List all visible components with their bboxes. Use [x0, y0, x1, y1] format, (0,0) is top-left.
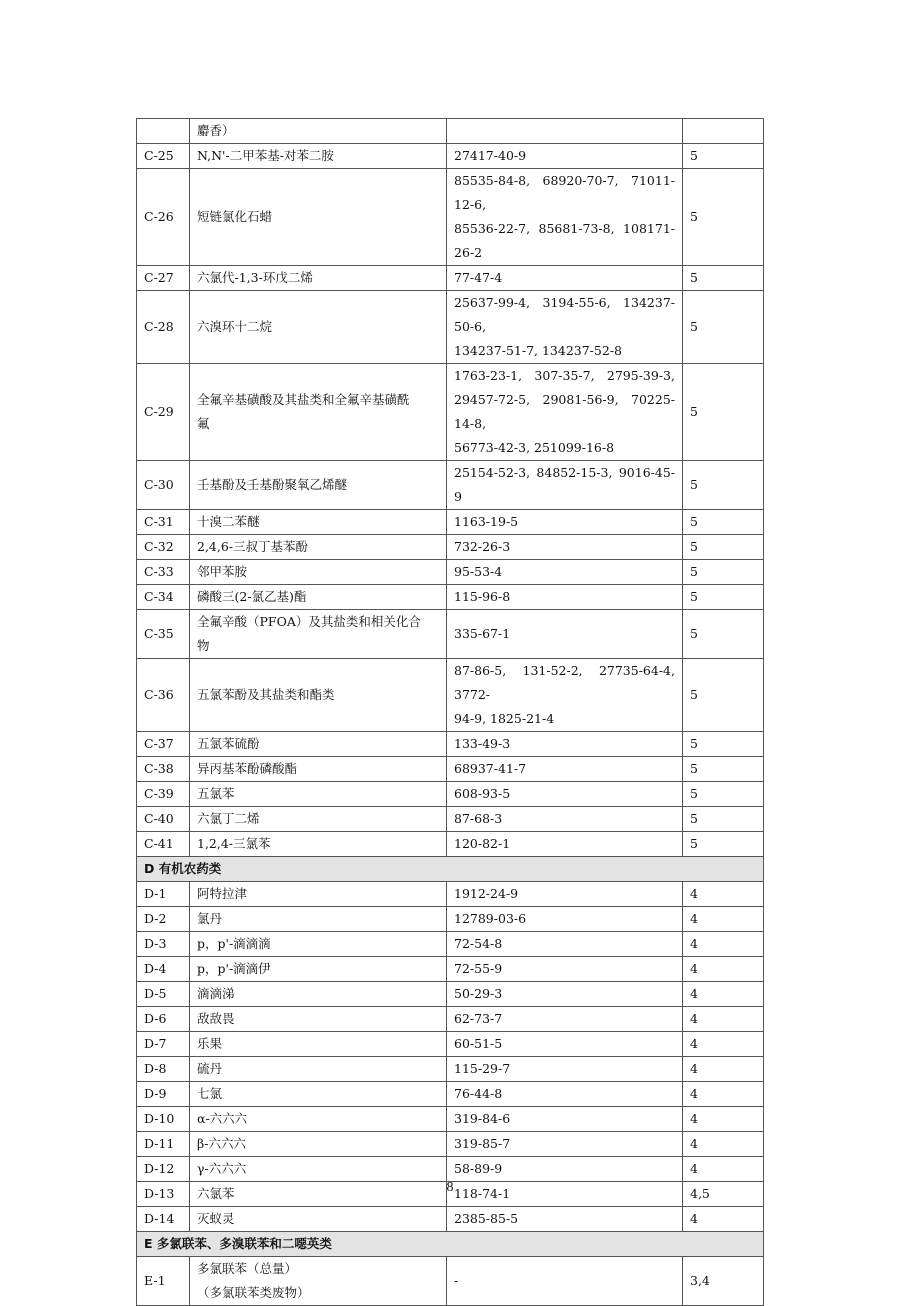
substance-name-line: 物	[197, 638, 210, 653]
cas-number	[447, 832, 683, 857]
table-row	[137, 1107, 764, 1132]
substance-name-line: 五氯苯	[197, 786, 235, 801]
substance-name-line: γ-六六六	[197, 1161, 247, 1176]
table-row	[137, 535, 764, 560]
cas-number-line: 77-47-4	[454, 270, 503, 285]
item-code: C-33	[137, 560, 190, 585]
cas-number	[447, 1057, 683, 1082]
substance-name-line: 五氯苯酚及其盐类和酯类	[197, 687, 335, 702]
table-row	[137, 585, 764, 610]
item-code: D-8	[137, 1057, 190, 1082]
cas-number	[447, 1257, 683, 1306]
item-class: 4	[683, 882, 764, 907]
substance-name	[190, 807, 447, 832]
item-class: 4	[683, 1082, 764, 1107]
item-class: 4	[683, 1107, 764, 1132]
cas-number	[447, 732, 683, 757]
table-row	[137, 732, 764, 757]
item-class: 5	[683, 144, 764, 169]
table-row	[137, 1257, 764, 1306]
table-row	[137, 807, 764, 832]
item-code: C-38	[137, 757, 190, 782]
item-code: D-10	[137, 1107, 190, 1132]
item-class: 4	[683, 932, 764, 957]
cas-number-line: -	[454, 1273, 459, 1288]
item-code: C-37	[137, 732, 190, 757]
cas-number	[447, 659, 683, 732]
cas-number-line: 87-68-3	[454, 811, 503, 826]
table-row	[137, 144, 764, 169]
substance-name	[190, 1057, 447, 1082]
section-header-row	[137, 1232, 764, 1257]
cas-number	[447, 1007, 683, 1032]
substance-name	[190, 1082, 447, 1107]
cas-number	[447, 1157, 683, 1182]
substance-name-line: β-六六六	[197, 1136, 246, 1151]
substance-name	[190, 144, 447, 169]
cas-number-line: 50-29-3	[454, 986, 503, 1001]
substance-name-line: 壬基酚及壬基酚聚氧乙烯醚	[197, 477, 348, 492]
item-code: C-27	[137, 266, 190, 291]
substance-name-line: 阿特拉津	[197, 886, 248, 901]
substance-name-line: 灭蚁灵	[197, 1211, 235, 1226]
substance-name	[190, 585, 447, 610]
item-class: 5	[683, 535, 764, 560]
substance-name	[190, 1207, 447, 1232]
substance-name	[190, 732, 447, 757]
cas-number	[447, 144, 683, 169]
item-class: 4	[683, 982, 764, 1007]
cas-number-line: 1163-19-5	[454, 514, 519, 529]
cas-number-line: 118-74-1	[454, 1186, 511, 1201]
cas-number	[447, 782, 683, 807]
substance-name	[190, 882, 447, 907]
cas-number-line: 1763-23-1, 307-35-7, 2795-39-3,	[454, 368, 675, 383]
substance-name	[190, 169, 447, 266]
cas-number	[447, 757, 683, 782]
item-class: 5	[683, 807, 764, 832]
item-code: D-7	[137, 1032, 190, 1057]
substance-name-line: 氟	[197, 416, 210, 431]
item-code: C-34	[137, 585, 190, 610]
substance-name-line: 乐果	[197, 1036, 223, 1051]
item-class: 5	[683, 510, 764, 535]
item-code: D-12	[137, 1157, 190, 1182]
item-class: 4,5	[683, 1182, 764, 1207]
section-title: E 多氯联苯、多溴联苯和二噁英类	[137, 1232, 764, 1257]
cas-number-line: 1912-24-9	[454, 886, 519, 901]
substance-table-body	[137, 119, 764, 1306]
item-class: 5	[683, 782, 764, 807]
table-row	[137, 560, 764, 585]
substance-name-line: 邻甲苯胺	[197, 564, 248, 579]
cas-number-line: 87-86-5, 131-52-2, 27735-64-4, 3772-	[454, 663, 675, 702]
substance-name-line: 多氯联苯（总量）	[197, 1261, 298, 1276]
substance-name	[190, 782, 447, 807]
item-class: 5	[683, 757, 764, 782]
substance-name-line: 六溴环十二烷	[197, 319, 273, 334]
item-code: C-35	[137, 610, 190, 659]
table-row	[137, 907, 764, 932]
cas-number-line: 68937-41-7	[454, 761, 527, 776]
cas-number-line: 133-49-3	[454, 736, 511, 751]
cas-number	[447, 461, 683, 510]
item-code: C-31	[137, 510, 190, 535]
cas-number-line: 85536-22-7, 85681-73-8, 108171-26-2	[454, 221, 675, 260]
table-row	[137, 757, 764, 782]
cas-number-line: 62-73-7	[454, 1011, 503, 1026]
substance-name-line: p，p'-滴滴滴	[197, 936, 271, 951]
table-row	[137, 169, 764, 266]
table-row	[137, 266, 764, 291]
item-class	[683, 119, 764, 144]
table-row	[137, 982, 764, 1007]
table-row	[137, 1157, 764, 1182]
cas-number-line: 60-51-5	[454, 1036, 503, 1051]
substance-name-line: 六氯代-1,3-环戊二烯	[197, 270, 313, 285]
item-class: 4	[683, 957, 764, 982]
table-row	[137, 659, 764, 732]
item-code: C-36	[137, 659, 190, 732]
substance-table	[136, 118, 764, 1306]
item-code: D-1	[137, 882, 190, 907]
cas-number-line: 319-84-6	[454, 1111, 511, 1126]
substance-name	[190, 461, 447, 510]
table-row	[137, 1032, 764, 1057]
item-class: 4	[683, 1057, 764, 1082]
item-code: D-6	[137, 1007, 190, 1032]
substance-name-line: 全氟辛酸（PFOA）及其盐类和相关化合	[197, 614, 421, 629]
substance-name-line: （多氯联苯类废物）	[197, 1285, 310, 1300]
substance-name-line: 硫丹	[197, 1061, 223, 1076]
substance-name-line: N,N'-二甲苯基-对苯二胺	[197, 148, 334, 163]
cas-number	[447, 1107, 683, 1132]
substance-name	[190, 1257, 447, 1306]
cas-number	[447, 560, 683, 585]
cas-number	[447, 932, 683, 957]
item-code: C-39	[137, 782, 190, 807]
cas-number-line: 25154-52-3, 84852-15-3, 9016-45-9	[454, 465, 675, 504]
substance-name	[190, 932, 447, 957]
substance-name	[190, 535, 447, 560]
cas-number-line: 76-44-8	[454, 1086, 503, 1101]
item-class: 5	[683, 461, 764, 510]
table-row	[137, 957, 764, 982]
substance-name-line: 短链氯化石蜡	[197, 209, 273, 224]
item-code: C-28	[137, 291, 190, 364]
table-row	[137, 364, 764, 461]
table-row	[137, 782, 764, 807]
cas-number	[447, 585, 683, 610]
item-class: 4	[683, 1207, 764, 1232]
substance-name	[190, 659, 447, 732]
cas-number	[447, 982, 683, 1007]
cas-number-line: 120-82-1	[454, 836, 511, 851]
cas-number-line: 95-53-4	[454, 564, 503, 579]
item-class: 5	[683, 291, 764, 364]
cas-number	[447, 907, 683, 932]
item-code: C-40	[137, 807, 190, 832]
item-class: 5	[683, 364, 764, 461]
substance-name-line: 全氟辛基磺酸及其盐类和全氟辛基磺酰	[197, 392, 410, 407]
item-class: 4	[683, 1032, 764, 1057]
item-class: 5	[683, 732, 764, 757]
substance-name	[190, 982, 447, 1007]
table-row	[137, 932, 764, 957]
cas-number-line: 115-29-7	[454, 1061, 511, 1076]
substance-name	[190, 610, 447, 659]
item-code	[137, 119, 190, 144]
item-code: C-25	[137, 144, 190, 169]
cas-number-line: 56773-42-3, 251099-16-8	[454, 440, 615, 455]
cas-number-line: 2385-85-5	[454, 1211, 519, 1226]
substance-name	[190, 907, 447, 932]
substance-name-line: 六氯丁二烯	[197, 811, 260, 826]
table-row	[137, 119, 764, 144]
item-class: 4	[683, 1157, 764, 1182]
table-row	[137, 1207, 764, 1232]
table-row	[137, 1057, 764, 1082]
item-code: C-29	[137, 364, 190, 461]
substance-name-line: 磷酸三(2-氯乙基)酯	[197, 589, 307, 604]
substance-name-line: 十溴二苯醚	[197, 514, 260, 529]
substance-name-line: 七氯	[197, 1086, 223, 1101]
page-number: 8	[446, 1180, 454, 1195]
section-title: D 有机农药类	[137, 857, 764, 882]
item-code: D-13	[137, 1182, 190, 1207]
cas-number-line: 134237-51-7, 134237-52-8	[454, 343, 622, 358]
cas-number	[447, 119, 683, 144]
item-code: D-5	[137, 982, 190, 1007]
item-code: C-30	[137, 461, 190, 510]
substance-name-line: 异丙基苯酚磷酸酯	[197, 761, 298, 776]
cas-number	[447, 510, 683, 535]
cas-number	[447, 1207, 683, 1232]
table-row	[137, 1082, 764, 1107]
substance-name-line: 滴滴涕	[197, 986, 235, 1001]
cas-number	[447, 1032, 683, 1057]
item-code: E-1	[137, 1257, 190, 1306]
cas-number	[447, 1132, 683, 1157]
substance-name-line: p，p'-滴滴伊	[197, 961, 271, 976]
substance-name	[190, 364, 447, 461]
cas-number-line: 58-89-9	[454, 1161, 503, 1176]
cas-number	[447, 364, 683, 461]
substance-name	[190, 510, 447, 535]
item-code: D-11	[137, 1132, 190, 1157]
substance-name-line: 2,4,6-三叔丁基苯酚	[197, 539, 309, 554]
item-code: D-14	[137, 1207, 190, 1232]
cas-number-line: 115-96-8	[454, 589, 511, 604]
cas-number-line: 72-54-8	[454, 936, 503, 951]
cas-number	[447, 1082, 683, 1107]
item-class: 5	[683, 266, 764, 291]
item-class: 3,4	[683, 1257, 764, 1306]
substance-name	[190, 119, 447, 144]
substance-name	[190, 1132, 447, 1157]
substance-name	[190, 957, 447, 982]
cas-number	[447, 169, 683, 266]
substance-name	[190, 1107, 447, 1132]
substance-name	[190, 757, 447, 782]
cas-number	[447, 807, 683, 832]
item-class: 5	[683, 169, 764, 266]
cas-number-line: 29457-72-5, 29081-56-9, 70225-14-8,	[454, 392, 675, 431]
substance-name-line: 六氯苯	[197, 1186, 235, 1201]
substance-name-line: 1,2,4-三氯苯	[197, 836, 271, 851]
cas-number	[447, 266, 683, 291]
item-class: 5	[683, 659, 764, 732]
cas-number-line: 94-9, 1825-21-4	[454, 711, 555, 726]
cas-number	[447, 957, 683, 982]
cas-number-line: 72-55-9	[454, 961, 503, 976]
item-code: C-26	[137, 169, 190, 266]
table-row	[137, 291, 764, 364]
table-row	[137, 1007, 764, 1032]
item-class: 4	[683, 1007, 764, 1032]
table-row	[137, 832, 764, 857]
section-header-row	[137, 857, 764, 882]
substance-name	[190, 560, 447, 585]
substance-name	[190, 291, 447, 364]
item-class: 4	[683, 1132, 764, 1157]
cas-number	[447, 610, 683, 659]
substance-name-line: α-六六六	[197, 1111, 248, 1126]
cas-number	[447, 535, 683, 560]
cas-number-line: 319-85-7	[454, 1136, 511, 1151]
substance-name-line: 敌敌畏	[197, 1011, 235, 1026]
item-class: 5	[683, 832, 764, 857]
item-code: D-2	[137, 907, 190, 932]
item-class: 5	[683, 610, 764, 659]
item-code: D-4	[137, 957, 190, 982]
table-row	[137, 882, 764, 907]
cas-number-line: 335-67-1	[454, 626, 511, 641]
cas-number-line: 12789-03-6	[454, 911, 527, 926]
cas-number-line: 27417-40-9	[454, 148, 527, 163]
cas-number-line: 85535-84-8, 68920-70-7, 71011-12-6,	[454, 173, 675, 212]
table-row	[137, 510, 764, 535]
item-class: 5	[683, 560, 764, 585]
item-code: C-32	[137, 535, 190, 560]
table-row	[137, 610, 764, 659]
item-code: D-3	[137, 932, 190, 957]
substance-name-line: 五氯苯硫酚	[197, 736, 260, 751]
substance-name	[190, 832, 447, 857]
cas-number	[447, 882, 683, 907]
substance-name-line: 麝香）	[197, 123, 235, 138]
item-code: C-41	[137, 832, 190, 857]
cas-number-line: 608-93-5	[454, 786, 511, 801]
item-code: D-9	[137, 1082, 190, 1107]
table-row	[137, 461, 764, 510]
substance-name-line: 氯丹	[197, 911, 223, 926]
cas-number-line: 732-26-3	[454, 539, 511, 554]
substance-name	[190, 1032, 447, 1057]
cas-number-line: 25637-99-4, 3194-55-6, 134237-50-6,	[454, 295, 675, 334]
table-row	[137, 1132, 764, 1157]
substance-name	[190, 1007, 447, 1032]
item-class: 5	[683, 585, 764, 610]
substance-name	[190, 1157, 447, 1182]
substance-name	[190, 266, 447, 291]
item-class: 4	[683, 907, 764, 932]
cas-number	[447, 291, 683, 364]
